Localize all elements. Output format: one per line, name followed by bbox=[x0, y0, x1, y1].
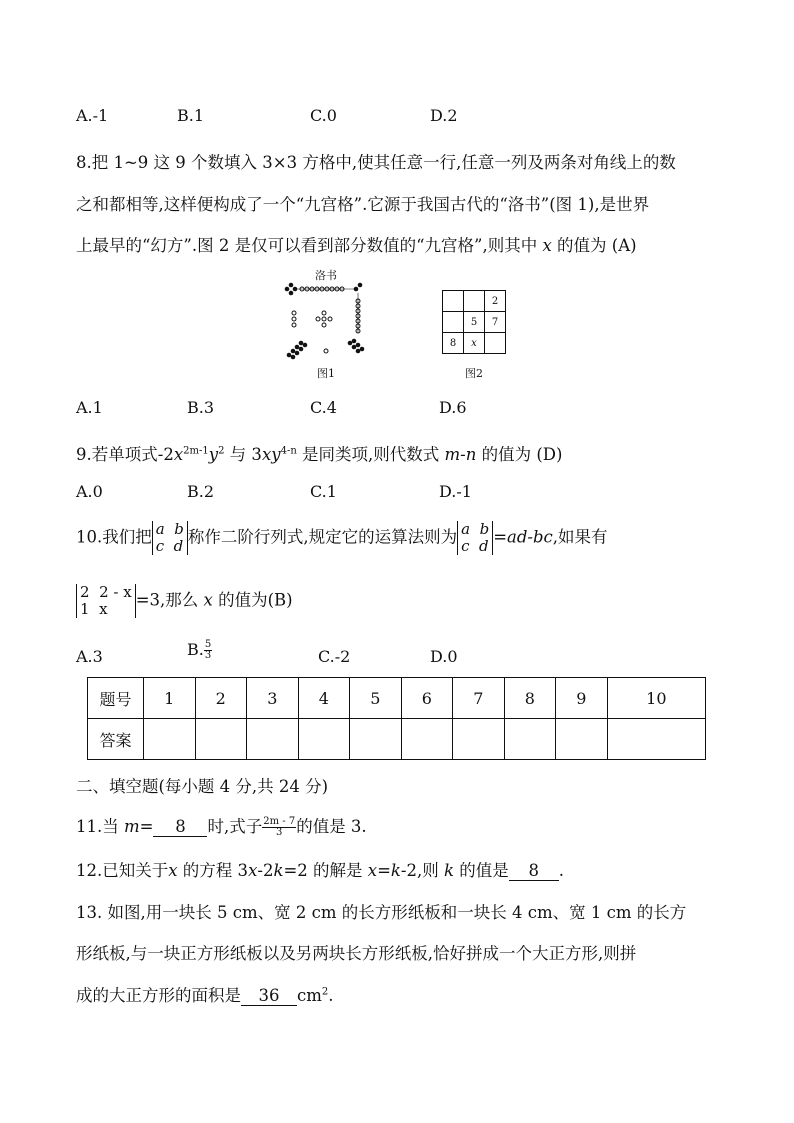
question-number: 3 bbox=[247, 678, 299, 719]
question-number: 10 bbox=[607, 678, 705, 719]
q8-option-d: D.6 bbox=[439, 398, 467, 417]
grid-cell: x bbox=[464, 333, 485, 354]
q9-option-b: B.2 bbox=[187, 482, 215, 501]
section-2-title: 二、填空题(每小题 4 分,共 24 分) bbox=[76, 777, 329, 796]
q11-stem: 11.当 m= 8 时,式子 $\frac{2m - 7}{3}$ 的值是 3. bbox=[76, 816, 367, 838]
answer-cell[interactable] bbox=[195, 719, 247, 760]
figure1-caption: 图1 bbox=[317, 367, 335, 380]
q8-line-2: 之和都相等,这样便构成了一个“九宫格”.它源于我国古代的“洛书”(图 1),是世界 bbox=[76, 195, 650, 214]
q8-option-b: B.3 bbox=[187, 398, 215, 417]
q10-condition: 2 2 - x 1 x =3,那么 x 的值为(B) bbox=[76, 584, 293, 618]
q8-option-c: C.4 bbox=[310, 398, 337, 417]
q13-answer-blank: 36 bbox=[241, 987, 297, 1006]
grid-cell bbox=[443, 291, 464, 312]
q9-option-a: A.0 bbox=[76, 482, 103, 501]
q7-option-a: A.-1 bbox=[76, 106, 109, 125]
q13-line-1: 13. 如图,用一块长 5 cm、宽 2 cm 的长方形纸板和一块长 4 cm、宽 1 cm 的长方 bbox=[76, 903, 687, 922]
grid-cell bbox=[443, 312, 464, 333]
question-number: 7 bbox=[453, 678, 505, 719]
q9-option-d: D.-1 bbox=[439, 482, 472, 501]
luoshu-figure bbox=[284, 281, 366, 361]
determinant-def: a b c d bbox=[152, 521, 188, 555]
q8-line-3: 上最早的“幻方”.图 2 是仅可以看到部分数值的“九宫格”,则其中 x 的值为 (A) bbox=[76, 236, 637, 255]
figure2-caption: 图2 bbox=[465, 367, 483, 380]
question-number: 9 bbox=[556, 678, 608, 719]
q10-option-c: C.-2 bbox=[318, 647, 351, 666]
question-number: 2 bbox=[195, 678, 247, 719]
question-number: 1 bbox=[144, 678, 196, 719]
grid-cell: 7 bbox=[485, 312, 506, 333]
magic-square-grid bbox=[442, 290, 506, 354]
figure1-title: 洛书 bbox=[315, 269, 337, 282]
table-answer-label: 答案 bbox=[88, 719, 144, 760]
q10-option-d: D.0 bbox=[430, 647, 458, 666]
grid-cell: 5 bbox=[464, 312, 485, 333]
answer-cell[interactable] bbox=[144, 719, 196, 760]
table-header-label: 题号 bbox=[88, 678, 144, 719]
q9-option-c: C.1 bbox=[310, 482, 337, 501]
grid-cell bbox=[464, 291, 485, 312]
answer-cell[interactable] bbox=[453, 719, 505, 760]
answer-cell[interactable] bbox=[298, 719, 350, 760]
q13-line-3: 成的大正方形的面积是 36 $cm^2$. bbox=[76, 986, 334, 1005]
answer-cell[interactable] bbox=[247, 719, 299, 760]
q10-option-a: A.3 bbox=[76, 647, 103, 666]
grid-cell: 2 bbox=[485, 291, 506, 312]
answer-cell[interactable] bbox=[401, 719, 453, 760]
question-number: 6 bbox=[401, 678, 453, 719]
q7-option-d: D.2 bbox=[430, 106, 458, 125]
answer-cell[interactable] bbox=[556, 719, 608, 760]
q10-option-b: B. $\frac{5}{3}$ bbox=[187, 639, 212, 661]
q8-line-1: 8.把 1~9 这 9 个数填入 3×3 方格中,使其任意一行,任意一列及两条对角线上的数 bbox=[76, 153, 676, 172]
q12-answer-blank: 8 bbox=[509, 862, 559, 881]
answer-cell[interactable] bbox=[504, 719, 556, 760]
grid-cell bbox=[485, 333, 506, 354]
question-number: 4 bbox=[298, 678, 350, 719]
determinant-rule: a b c d bbox=[457, 521, 493, 555]
question-number: 5 bbox=[350, 678, 402, 719]
q7-option-b: B.1 bbox=[177, 106, 205, 125]
q8-option-a: A.1 bbox=[76, 398, 103, 417]
question-number: 8 bbox=[504, 678, 556, 719]
q7-option-c: C.0 bbox=[310, 106, 337, 125]
q13-line-2: 形纸板,与一块正方形纸板以及另两块长方形纸板,恰好拼成一个大正方形,则拼 bbox=[76, 944, 637, 963]
answer-cell[interactable] bbox=[350, 719, 402, 760]
determinant-given: 2 2 - x 1 x bbox=[76, 584, 136, 618]
answer-cell[interactable] bbox=[607, 719, 705, 760]
q10-stem: 10.我们把 a b c d 称作二阶行列式,规定它的运算法则为 a b c d =ad-bc,如果有 bbox=[76, 520, 608, 555]
grid-cell: 8 bbox=[443, 333, 464, 354]
q9-stem: 9.若单项式$-2x^{2m-1}y^2$ 与 $3xy^{4-n}$ 是同类项,则代数式 m-n 的值为 (D) bbox=[76, 445, 563, 464]
q11-answer-blank: 8 bbox=[153, 818, 207, 837]
answer-table bbox=[87, 677, 706, 760]
q12-stem: 12.已知关于x 的方程 3x-2k=2 的解是 x=k-2,则 k 的值是 8 . bbox=[76, 861, 564, 880]
